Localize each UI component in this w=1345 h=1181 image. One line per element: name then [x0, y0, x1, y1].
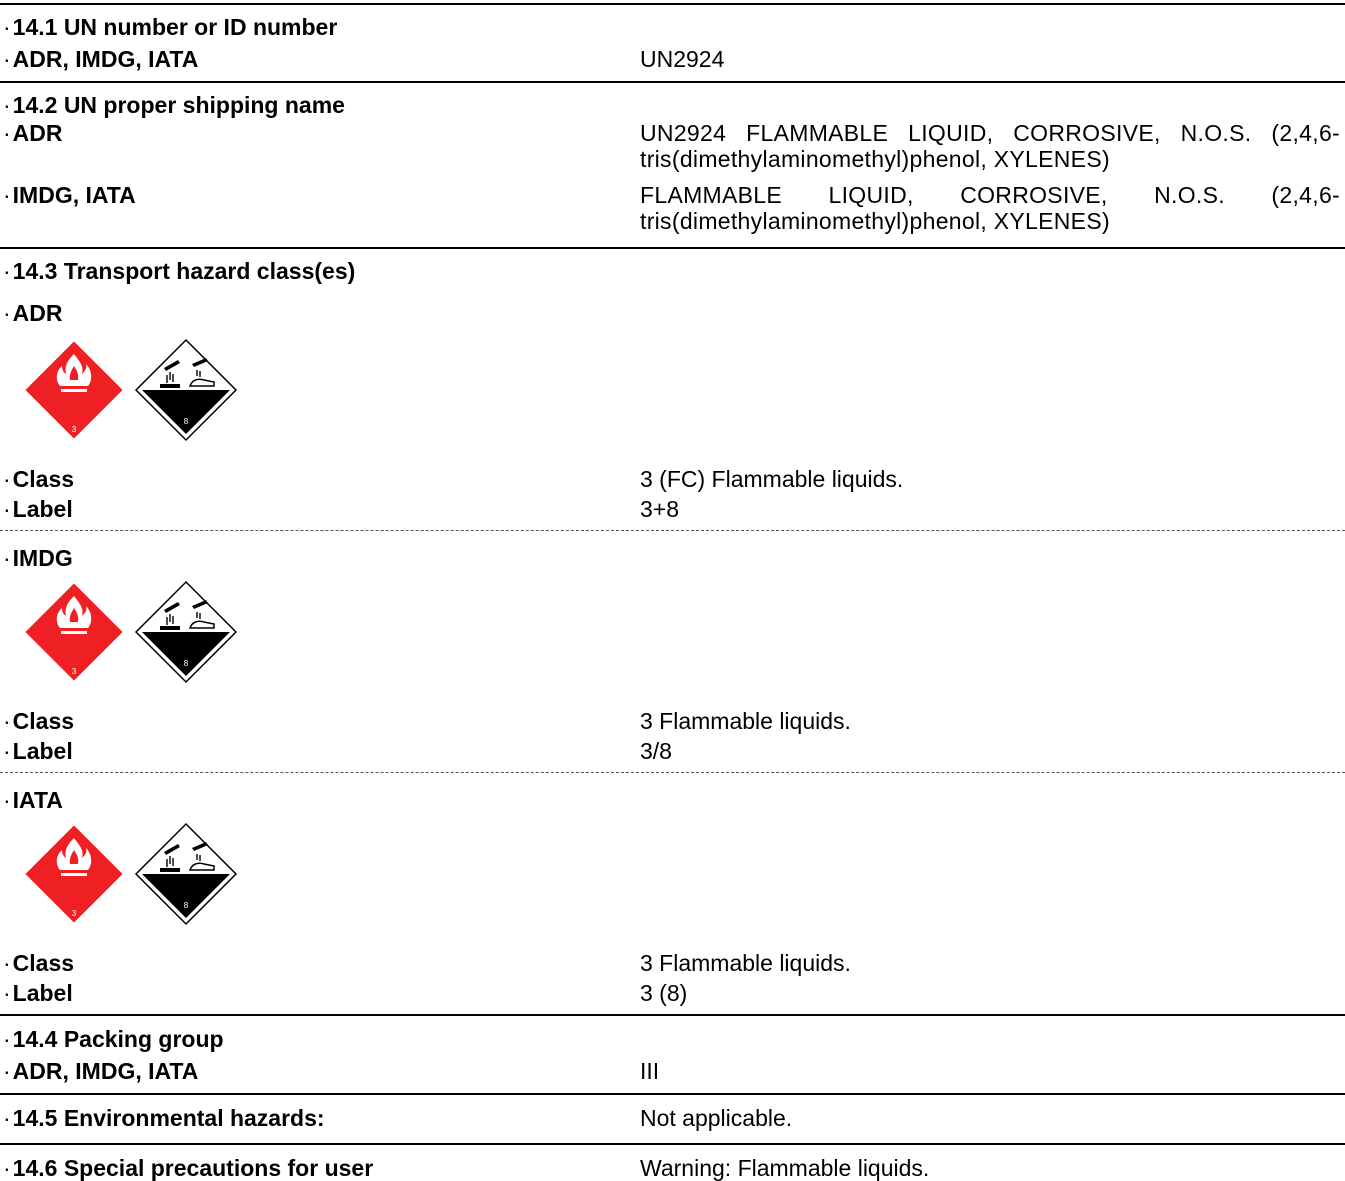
- packing-group-value: III: [640, 1058, 660, 1084]
- divider: [0, 1093, 1345, 1095]
- iata-pictograms: [22, 822, 242, 934]
- divider: [0, 81, 1345, 83]
- shipping-name-adr-label: ·ADR: [3, 120, 63, 146]
- imdg-label-value: 3/8: [640, 738, 672, 764]
- imdg-class-value: 3 Flammable liquids.: [640, 708, 851, 734]
- divider: [0, 247, 1345, 249]
- adr-transport-heading: ·ADR: [3, 300, 63, 326]
- adr-class-label: ·Class: [3, 466, 75, 492]
- flammable-liquid-pictogram: [24, 824, 124, 924]
- iata-transport-heading: ·IATA: [3, 787, 63, 813]
- un-number-mode-label: ·ADR, IMDG, IATA: [3, 46, 199, 72]
- section-14-4-heading: ·14.4 Packing group: [3, 1026, 224, 1052]
- corrosive-pictogram: [136, 824, 236, 924]
- shipping-name-imdg-iata-label: ·IMDG, IATA: [3, 182, 136, 208]
- iata-class-value: 3 Flammable liquids.: [640, 950, 851, 976]
- special-precautions-value: Warning: Flammable liquids.: [640, 1155, 930, 1181]
- imdg-pictograms: [22, 580, 242, 692]
- adr-class-value: 3 (FC) Flammable liquids.: [640, 466, 904, 492]
- iata-label-label: ·Label: [3, 980, 73, 1006]
- packing-group-mode-label: ·ADR, IMDG, IATA: [3, 1058, 199, 1084]
- svg-text:8: 8: [183, 659, 189, 668]
- divider: [0, 1143, 1345, 1145]
- iata-class-label: ·Class: [3, 950, 75, 976]
- dashed-divider: [0, 772, 1345, 773]
- flammable-liquid-pictogram: [24, 340, 124, 440]
- imdg-class-label: ·Class: [3, 708, 75, 734]
- svg-text:8: 8: [183, 417, 189, 426]
- shipping-name-adr-value: UN2924 FLAMMABLE LIQUID, CORROSIVE, N.O.S. (2,4,6-tris(dimethylaminomethyl)phenol, XYLENES): [640, 120, 1340, 172]
- imdg-label-label: ·Label: [3, 738, 73, 764]
- adr-pictograms: [22, 338, 242, 450]
- divider: [0, 3, 1345, 5]
- svg-text:3: 3: [71, 909, 77, 918]
- environmental-hazards-value: Not applicable.: [640, 1105, 793, 1131]
- section-14-3-heading: ·14.3 Transport hazard class(es): [3, 258, 356, 284]
- svg-text:3: 3: [71, 425, 77, 434]
- shipping-name-imdg-iata-value: FLAMMABLE LIQUID, CORROSIVE, N.O.S. (2,4,6-tris(dimethylaminomethyl)phenol, XYLENES): [640, 182, 1340, 234]
- un-number-value: UN2924: [640, 46, 725, 72]
- adr-label-value: 3+8: [640, 496, 680, 522]
- svg-text:8: 8: [183, 901, 189, 910]
- flammable-liquid-pictogram: [24, 582, 124, 682]
- section-14-5-heading: ·14.5 Environmental hazards:: [3, 1105, 325, 1131]
- section-14-2-heading: ·14.2 UN proper shipping name: [3, 92, 345, 118]
- dashed-divider: [0, 530, 1345, 531]
- section-14-1-heading: ·14.1 UN number or ID number: [3, 14, 338, 40]
- iata-label-value: 3 (8): [640, 980, 688, 1006]
- imdg-transport-heading: ·IMDG: [3, 545, 73, 571]
- adr-label-label: ·Label: [3, 496, 73, 522]
- corrosive-pictogram: [136, 582, 236, 682]
- svg-text:3: 3: [71, 667, 77, 676]
- corrosive-pictogram: [136, 340, 236, 440]
- section-14-6-heading: ·14.6 Special precautions for user: [3, 1155, 374, 1181]
- divider: [0, 1014, 1345, 1016]
